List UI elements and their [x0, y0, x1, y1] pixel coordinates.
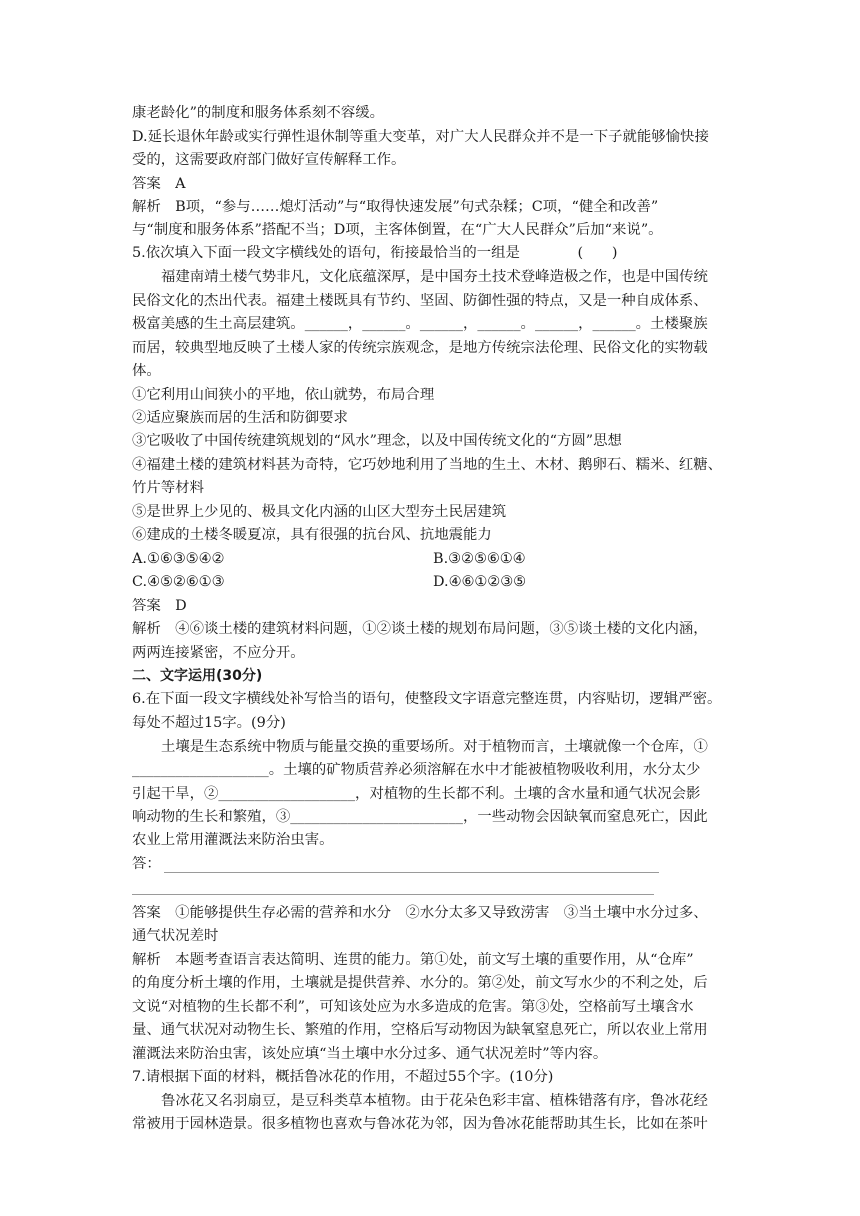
q6-analysis-end: 灌溉法来防治虫害，该处应填“当土壤中水分过多、通气状况差时”等内容。 [132, 1046, 608, 1062]
q5-analysis: 解析 ④⑥谈土楼的建筑材料问题，①②谈土楼的规划布局问题，③⑤谈土楼的文化内涵， [132, 621, 708, 637]
q5-answer: 答案 D [132, 598, 187, 614]
answer-line [132, 894, 654, 895]
q6-answer: 答案 ①能够提供生存必需的营养和水分 ②水分太多又导致涝害 ③当土壤中水分过多、 [132, 905, 708, 921]
q5-option-b: B.③②⑤⑥①④ [433, 551, 526, 567]
q5-option-d: D.④⑥①②③⑤ [433, 574, 527, 590]
q5-analysis-cont: 两两连接紧密，不应分开。 [132, 645, 305, 661]
q6-analysis-cont: 文说“对植物的生长都不利”，可知该处应为水多造成的危害。第③处，空格前写土壤含水 [132, 999, 694, 1015]
q6-passage-end: 农业上常用灌溉法来防治虫害。 [132, 832, 334, 848]
answer-label: 答： [132, 856, 161, 872]
q6-answer-cont: 通气状况差时 [132, 928, 219, 944]
q6-stem: 6.在下面一段文字横线处补写恰当的语句，使整段文字语意完整连贯，内容贴切，逻辑严密。 [132, 691, 722, 707]
q4-analysis-cont: 与“制度和服务体系”搭配不当；D项，主客体倒置，在“广大人民群众”后加“来说”。 [132, 222, 663, 238]
q5-passage-line: 而居，较典型地反映了土楼人家的传统宗族观念，是地方传统宗法伦理、民俗文化的实物载 [132, 340, 708, 356]
option-c-text-end: 康老龄化”的制度和服务体系刻不容缓。 [132, 105, 384, 121]
q6-passage-line: 土壤是生态系统中物质与能量交换的重要场所。对于植物而言，土壤就像一个仓库，① [161, 739, 708, 755]
q5-option-a: A.①⑥③⑤④② [132, 551, 225, 567]
q6-passage-line: 响动物的生长和繁殖，③________________________，一些动物会因缺氧而窒息死亡，因此 [132, 809, 708, 825]
option-d-text: D.延长退休年龄或实行弹性退休制等重大变革，对广大人民群众并不是一下子就能够愉快接 [132, 129, 709, 145]
q7-stem: 7.请根据下面的材料，概括鲁冰花的作用，不超过55个字。(10分) [132, 1069, 554, 1085]
q5-option-c: C.④⑤②⑥①③ [132, 574, 225, 590]
q5-passage-line: 福建南靖土楼气势非凡，文化底蕴深厚，是中国夯土技术登峰造极之作，也是中国传统 [161, 269, 708, 285]
q4-answer: 答案 A [132, 176, 186, 192]
q6-analysis-cont: 的角度分析土壤的作用，土壤就是提供营养、水分的。第②处，前文写水少的不利之处，后 [132, 975, 708, 991]
q6-analysis-cont: 量、通气状况对动物生长、繁殖的作用，空格后写动物因为缺氧窒息死亡，所以农业上常用 [132, 1022, 708, 1038]
q5-item-3: ③它吸收了中国传统建筑规划的“风水”理念，以及中国传统文化的“方圆”思想 [132, 433, 622, 449]
q7-passage-line: 常被用于园林造景。很多植物也喜欢与鲁冰花为邻，因为鲁冰花能帮助其生长，比如在茶叶 [132, 1116, 708, 1132]
q5-item-1: ①它利用山间狭小的平地，依山就势，布局合理 [132, 387, 435, 403]
q5-item-4: ④福建土楼的建筑材料甚为奇特，它巧妙地利用了当地的生土、木材、鹅卵石、糯米、红糖、 [132, 457, 723, 473]
q5-item-5: ⑤是世界上少见的、极具文化内涵的山区大型夯土民居建筑 [132, 504, 507, 520]
q5-item-6: ⑥建成的土楼冬暖夏凉，具有很强的抗台风、抗地震能力 [132, 527, 492, 543]
q6-stem-cont: 每处不超过15字。(9分) [132, 715, 286, 731]
q5-passage-line: 民俗文化的杰出代表。福建土楼既具有节约、坚固、防御性强的特点，又是一种自成体系、 [132, 293, 708, 309]
q5-stem: 5.依次填入下面一段文字横线处的语句，衔接最恰当的一组是 ( ) [132, 245, 618, 261]
q6-passage-line: 引起干旱，②___________________，对植物的生长都不利。土壤的含水量和通气状况会影 [132, 786, 701, 802]
q5-passage-end: 体。 [132, 363, 161, 379]
q5-item-2: ②适应聚族而居的生活和防御要求 [132, 410, 348, 426]
section-heading: 二、文字运用(30分) [132, 668, 263, 684]
answer-line [164, 872, 659, 873]
q6-passage-line: ___________________。土壤的矿物质营养必须溶解在水中才能被植物吸收利用，水分太少 [132, 762, 701, 778]
q4-analysis: 解析 B项，“参与……熄灯活动”与“取得快速发展”句式杂糅；C项，“健全和改善” [132, 199, 659, 215]
q6-analysis: 解析 本题考查语言表达简明、连贯的能力。第①处，前文写土壤的重要作用，从“仓库” [132, 952, 694, 968]
q5-passage-blanks: 极富美感的生土高层建筑。______，______。______，______。______，______。土楼聚族 [132, 316, 708, 332]
q7-passage-line: 鲁冰花又名羽扇豆，是豆科类草本植物。由于花朵色彩丰富、植株错落有序，鲁冰花经 [161, 1093, 708, 1109]
q5-item-4-cont: 竹片等材料 [132, 480, 204, 496]
option-d-text-end: 受的，这需要政府部门做好宣传解释工作。 [132, 152, 406, 168]
